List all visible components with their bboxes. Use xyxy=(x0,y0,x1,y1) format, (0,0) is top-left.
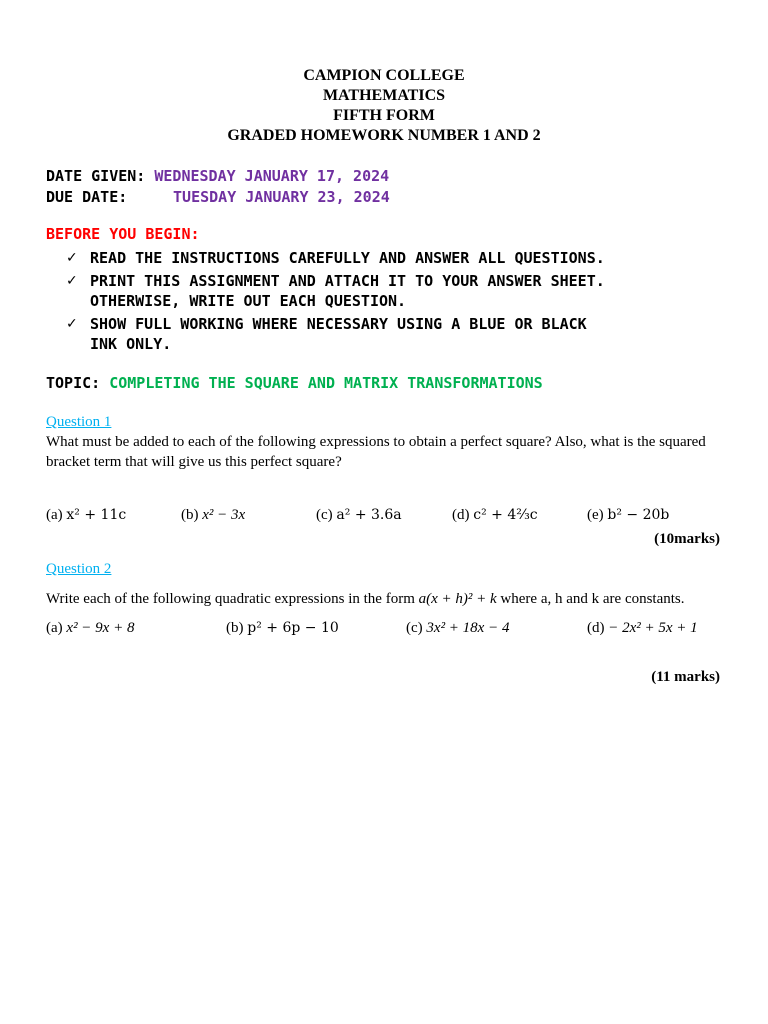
instruction-item xyxy=(46,314,736,354)
date-given-value: WEDNESDAY JANUARY 17, 2024 xyxy=(154,167,390,185)
option-expression: x² − 9x + 8 xyxy=(66,620,135,636)
question-1-marks: (10marks) xyxy=(654,531,720,547)
instruction-line: PRINT THIS ASSIGNMENT AND ATTACH IT TO YOUR ANSWER SHEET. xyxy=(90,272,605,290)
topic-line xyxy=(46,374,543,392)
option-label: (a) xyxy=(46,620,63,636)
assignment-title: GRADED HOMEWORK NUMBER 1 AND 2 xyxy=(227,127,541,144)
before-you-begin-section xyxy=(46,224,736,354)
question-2-heading: Question 2 xyxy=(46,561,112,577)
dates-block xyxy=(46,166,390,208)
option-expression: p² + 6p − 10 xyxy=(247,620,339,636)
option-expression: 3x² + 18x − 4 xyxy=(426,620,510,636)
option-label: (a) xyxy=(46,507,63,523)
option-label: (e) xyxy=(587,507,604,523)
q2-form-expression: a(x + h)² + k xyxy=(418,591,497,607)
instruction-line: READ THE INSTRUCTIONS CAREFULLY AND ANSWER ALL QUESTIONS. xyxy=(90,249,605,267)
subject-name: MATHEMATICS xyxy=(322,87,446,104)
date-given-label: DATE GIVEN: xyxy=(46,167,146,185)
q1-option-e xyxy=(587,507,669,524)
option-expression: c² + 4⅔c xyxy=(473,507,538,523)
question-1-text: What must be added to each of the following expressions to obtain a perfect square? Also, what is the squared bracket term that will give us this perfect square? xyxy=(46,434,706,470)
q1-option-a xyxy=(46,507,126,524)
question-1-heading: Question 1 xyxy=(46,414,112,430)
instruction-line: INK ONLY. xyxy=(90,335,172,353)
option-expression: x² + 11c xyxy=(66,507,127,523)
instruction-line: OTHERWISE, WRITE OUT EACH QUESTION. xyxy=(90,292,407,310)
q2-option-c xyxy=(406,620,509,637)
check-icon: ✓ xyxy=(66,316,78,332)
option-expression: − 2x² + 5x + 1 xyxy=(608,620,698,636)
school-name: CAMPION COLLEGE xyxy=(303,67,465,84)
option-label: (b) xyxy=(226,620,244,636)
option-label: (c) xyxy=(406,620,423,636)
date-given-row xyxy=(46,166,390,187)
option-label: (b) xyxy=(181,507,199,523)
topic-value: COMPLETING THE SQUARE AND MATRIX TRANSFORMATIONS xyxy=(109,374,543,392)
q1-option-b xyxy=(181,507,245,524)
q2-text-before: Write each of the following quadratic expressions in the form xyxy=(46,591,415,607)
topic-label: TOPIC: xyxy=(46,374,101,392)
instruction-item xyxy=(46,271,736,311)
question-2-text xyxy=(46,589,726,609)
document-header xyxy=(0,66,768,146)
form-level: FIFTH FORM xyxy=(333,107,435,124)
question-2-marks: (11 marks) xyxy=(651,669,720,685)
due-date-label: DUE DATE: xyxy=(46,188,128,206)
option-expression: x² − 3x xyxy=(202,507,246,523)
due-date-value: TUESDAY JANUARY 23, 2024 xyxy=(173,188,390,206)
due-date-row xyxy=(46,187,390,208)
q2-option-b xyxy=(226,620,339,637)
q1-option-c xyxy=(316,507,402,524)
q1-option-d xyxy=(452,507,538,524)
option-label: (d) xyxy=(452,507,470,523)
q2-option-d xyxy=(587,620,698,637)
q2-text-after: where a, h and k are constants. xyxy=(500,591,685,607)
option-label: (c) xyxy=(316,507,333,523)
instruction-line: SHOW FULL WORKING WHERE NECESSARY USING A BLUE OR BLACK xyxy=(90,315,587,333)
option-label: (d) xyxy=(587,620,605,636)
q2-option-a xyxy=(46,620,134,637)
option-expression: a² + 3.6a xyxy=(336,507,402,523)
check-icon: ✓ xyxy=(66,250,78,266)
check-icon: ✓ xyxy=(66,273,78,289)
instruction-item xyxy=(46,248,736,268)
before-you-begin-title: BEFORE YOU BEGIN: xyxy=(46,225,200,243)
option-expression: b² − 20b xyxy=(607,507,670,523)
